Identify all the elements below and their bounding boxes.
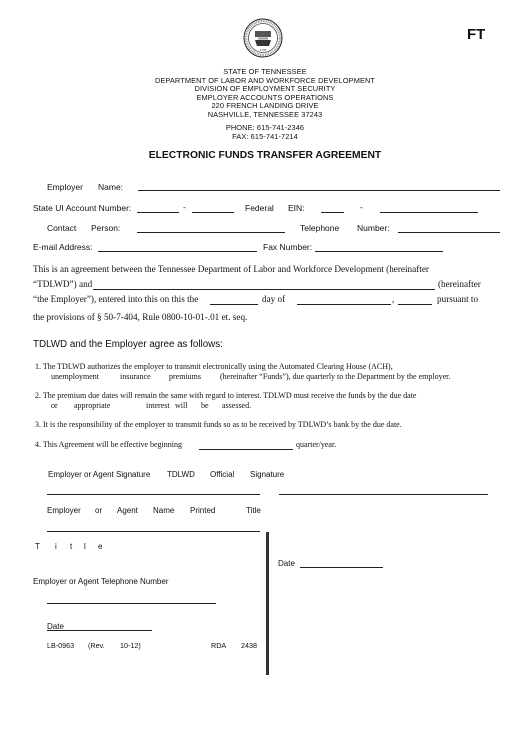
agreement-line-4: the provisions of § 50-7-404, Rule 0800-10-01-.01 et. seq.: [33, 312, 248, 322]
ein-field-1[interactable]: [321, 212, 344, 213]
agency-contact: [0, 124, 530, 141]
address-line: NASHVILLE, TENNESSEE 37243: [207, 109, 323, 119]
employer-name-field[interactable]: [138, 190, 500, 191]
term-4b: quarter/year.: [296, 440, 337, 449]
address-line: 220 FRENCH LANDING DRIVE: [211, 101, 319, 111]
ein-label: EIN:: [288, 203, 305, 213]
tdlwd-label: TDLWD: [167, 470, 195, 479]
title-letter: i: [55, 542, 57, 551]
telephone-number-label: Employer or Agent Telephone Number: [33, 577, 169, 586]
revision-label: (Rev.: [88, 641, 105, 650]
term-2-line-1: 2. The premium due dates will remain the same with regard to interest. TDLWD must receive the funds by the due date: [35, 391, 417, 400]
agent-telephone-field[interactable]: [47, 603, 216, 604]
term-1-word: premiums: [169, 372, 201, 381]
contact-person-field[interactable]: [137, 232, 285, 233]
agreement-line-3a: “the Employer”), entered into this on this the: [33, 294, 199, 304]
name-printed-word: Employer: [47, 506, 81, 515]
employer-name-agreement-field[interactable]: [93, 289, 435, 290]
term-1-line-1: 1. The TDLWD authorizes the employer to transmit electronically using the Automated Clearing House (ACH),: [35, 362, 393, 371]
name-printed-word: Name: [153, 506, 175, 515]
title-letter: T: [35, 542, 40, 551]
term-1-word: (hereinafter “Funds”), due quarterly to the Department by the employer.: [220, 372, 451, 381]
term-2-word: interest: [146, 401, 170, 410]
term-1-word: insurance: [120, 372, 151, 381]
term-4a: 4. This Agreement will be effective beginning: [35, 440, 182, 449]
email-label: E-mail Address:: [33, 242, 93, 252]
employer-signature-label: Employer or Agent Signature: [48, 470, 151, 479]
state-ui-dash: -: [183, 202, 186, 212]
page-title: ELECTRONIC FUNDS TRANSFER AGREEMENT: [148, 150, 382, 161]
terms-heading: TDLWD and the Employer agree as follows:: [33, 339, 223, 350]
month-field[interactable]: [297, 304, 391, 305]
tdlwd-date-field[interactable]: [300, 567, 383, 568]
rda-number: 2438: [241, 641, 257, 650]
rda-label: RDA: [211, 641, 227, 650]
fax-line: FAX: 615-741-7214: [232, 131, 298, 141]
revision-date: 10-12): [120, 641, 141, 650]
title-letter: l: [84, 542, 86, 551]
state-seal: [243, 18, 283, 58]
name-printed-word: Printed: [190, 506, 216, 515]
ein-field-2[interactable]: [380, 212, 478, 213]
term-1-word: unemployment: [51, 372, 99, 381]
employer-signature-field[interactable]: [47, 494, 260, 495]
person-label: Person:: [91, 223, 121, 233]
state-ui-field-2[interactable]: [192, 212, 234, 213]
official-label: Official: [210, 470, 235, 479]
agreement-line-3d: pursuant to: [437, 294, 479, 304]
agreement-line-2a: “TDLWD”) and: [33, 279, 93, 289]
telephone-field[interactable]: [398, 232, 500, 233]
term-3: 3. It is the responsibility of the employer to transmit funds so as to be received by TDLWD’s bank by the due date.: [35, 420, 402, 429]
term-2-word: will: [175, 401, 188, 410]
state-ui-field-1[interactable]: [137, 212, 179, 213]
address-line: STATE OF TENNESSEE: [223, 67, 307, 76]
agency-address: [0, 68, 530, 120]
name-label: Name:: [98, 182, 124, 192]
term-2-word: appropriate: [74, 401, 111, 410]
state-ui-label: State UI Account Number:: [33, 203, 132, 213]
fax-label: Fax Number:: [263, 242, 313, 252]
federal-label: Federal: [245, 203, 274, 213]
agreement-line-3c: ,: [392, 294, 395, 304]
term-2-word: be: [201, 401, 209, 410]
address-line: DIVISION OF EMPLOYMENT SECURITY: [194, 84, 336, 94]
term-2-word: assessed.: [222, 401, 252, 410]
telephone-label: Telephone: [300, 223, 340, 233]
name-printed-word: Agent: [117, 506, 138, 515]
name-printed-word: or: [95, 506, 103, 515]
name-printed-word: Title: [246, 506, 261, 515]
agreement-line-3b: day of: [262, 294, 286, 304]
agreement-line-1: This is an agreement between the Tennessee Department of Labor and Workforce Development (hereinafter: [33, 264, 429, 274]
employer-label: Employer: [47, 182, 83, 192]
tdlwd-date-label: Date: [278, 559, 295, 568]
title-letter: t: [70, 542, 73, 551]
tdlwd-signature-field[interactable]: [279, 494, 488, 495]
svg-text:1796: 1796: [259, 48, 267, 52]
employer-date-field[interactable]: [47, 630, 152, 631]
day-field[interactable]: [210, 304, 258, 305]
employer-date-label: Date: [47, 622, 64, 631]
ein-dash: -: [360, 202, 363, 212]
phone-line: PHONE: 615-741-2346: [225, 123, 305, 132]
form-number: LB-0963: [47, 641, 75, 650]
name-printed-field[interactable]: [47, 531, 260, 532]
signature-divider: [266, 532, 269, 675]
signature-label: Signature: [250, 470, 285, 479]
form-code: FT: [467, 26, 486, 43]
email-field[interactable]: [98, 251, 257, 252]
fax-field[interactable]: [315, 251, 443, 252]
contact-label: Contact: [47, 223, 77, 233]
address-line: EMPLOYER ACCOUNTS OPERATIONS: [196, 92, 334, 102]
agreement-line-2b: (hereinafter: [438, 279, 481, 289]
effective-quarter-field[interactable]: [199, 449, 293, 450]
title-letter: e: [98, 542, 103, 551]
address-line: DEPARTMENT OF LABOR AND WORKFORCE DEVELOPMENT: [154, 75, 376, 85]
term-2-word: or: [51, 401, 58, 410]
year-field[interactable]: [398, 304, 432, 305]
number-label: Number:: [357, 223, 390, 233]
seal-icon: [243, 18, 283, 58]
